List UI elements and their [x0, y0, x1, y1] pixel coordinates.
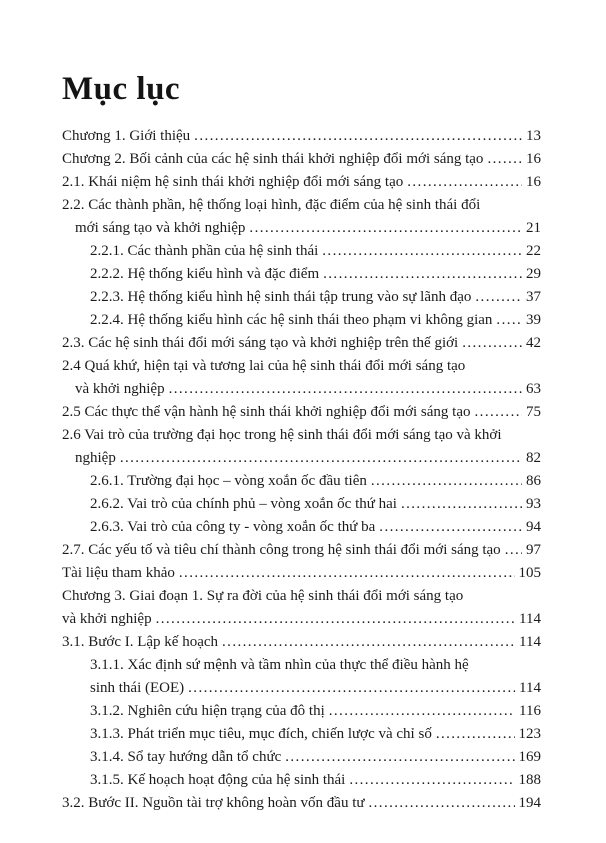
toc-page-number: 82 — [526, 450, 541, 466]
dot-leader — [169, 378, 522, 401]
dot-leader — [188, 677, 515, 700]
toc-entry-2-2-line1 — [62, 194, 541, 217]
toc-entry-text: 2.1. Khái niệm hệ sinh thái khởi nghiệp đổi mới sáng tạo — [62, 174, 404, 190]
toc-entry-text: 2.5 Các thực thể vận hành hệ sinh thái khởi nghiệp đổi mới sáng tạo — [62, 404, 471, 420]
toc-entry-2-4-line1 — [62, 355, 541, 378]
dot-leader — [487, 148, 522, 171]
dot-leader — [329, 700, 515, 723]
toc-entry-2-5 — [62, 401, 541, 424]
toc-page-number: 116 — [519, 703, 541, 719]
toc-entry-3-1 — [62, 631, 541, 654]
toc-entry-text: mới sáng tạo và khởi nghiệp — [75, 220, 246, 236]
toc-page-number: 22 — [526, 243, 541, 259]
toc-entry-chapter-1 — [62, 125, 541, 148]
toc-page-number: 29 — [526, 266, 541, 282]
toc-entry-2-4-line2 — [62, 378, 541, 401]
toc-page-number: 114 — [519, 634, 541, 650]
dot-leader — [462, 332, 522, 355]
dot-leader — [322, 240, 522, 263]
toc-entry-2-2-2 — [62, 263, 541, 286]
toc-page-number: 13 — [526, 128, 541, 144]
toc-entry-2-3 — [62, 332, 541, 355]
toc-entry-text: 3.1.4. Sổ tay hướng dẫn tổ chức — [90, 749, 282, 765]
toc-entry-2-2-1 — [62, 240, 541, 263]
toc-entry-chapter-3-line2 — [62, 608, 541, 631]
toc-page-number: 16 — [526, 174, 541, 190]
toc-page-number: 114 — [519, 680, 541, 696]
toc-entry-2-6-2 — [62, 493, 541, 516]
toc-page-number: 16 — [526, 151, 541, 167]
toc-entry-text: 3.2. Bước II. Nguồn tài trợ không hoàn vốn đầu tư — [62, 795, 365, 811]
dot-leader — [496, 309, 522, 332]
toc-entry-text: 2.6.2. Vai trò của chính phủ – vòng xoắn ốc thứ hai — [90, 496, 397, 512]
page-title: Mục lục — [62, 71, 181, 107]
toc-entry-text: 2.4 Quá khứ, hiện tại và tương lai của hệ sinh thái đổi mới sáng tạo — [62, 358, 466, 374]
toc-entry-text: sinh thái (EOE) — [90, 680, 185, 696]
toc-entry-3-1-3 — [62, 723, 541, 746]
toc-entry-2-2-4 — [62, 309, 541, 332]
toc-entry-3-1-1-line1 — [62, 654, 541, 677]
toc-page-number: 93 — [526, 496, 541, 512]
toc-page-number: 114 — [519, 611, 541, 627]
toc-entry-text: nghiệp — [75, 450, 116, 466]
toc-entry-text: 3.1.1. Xác định sứ mệnh và tầm nhìn của thực thể điều hành hệ — [90, 657, 469, 673]
toc-page-number: 94 — [526, 519, 541, 535]
toc-entry-2-6-1 — [62, 470, 541, 493]
dot-leader — [120, 447, 522, 470]
toc-entry-3-1-1-line2 — [62, 677, 541, 700]
toc-entry-text: 2.3. Các hệ sinh thái đổi mới sáng tạo và khởi nghiệp trên thế giới — [62, 335, 459, 351]
toc-entry-text: 2.6.1. Trường đại học – vòng xoắn ốc đầu tiên — [90, 473, 367, 489]
toc-entry-chapter-3-line1 — [62, 585, 541, 608]
dot-leader — [407, 171, 522, 194]
toc-entry-text: 3.1.2. Nghiên cứu hiện trạng của đô thị — [90, 703, 325, 719]
toc-page-number: 188 — [518, 772, 541, 788]
toc-entry-text: 3.1.3. Phát triển mục tiêu, mục đích, chiến lược và chỉ số — [90, 726, 432, 742]
toc-entry-text: và khởi nghiệp — [62, 611, 152, 627]
toc-entry-3-1-2 — [62, 700, 541, 723]
toc-entry-text: 2.6.3. Vai trò của công ty - vòng xoắn ốc thứ ba — [90, 519, 376, 535]
dot-leader — [179, 562, 515, 585]
toc-page-number: 169 — [518, 749, 541, 765]
dot-leader — [475, 401, 522, 424]
toc-page-number: 42 — [526, 335, 541, 351]
dot-leader — [379, 516, 522, 539]
toc-entry-text: Chương 1. Giới thiệu — [62, 128, 191, 144]
toc-entry-text: 2.7. Các yếu tố và tiêu chí thành công trong hệ sinh thái đổi mới sáng tạo — [62, 542, 501, 558]
dot-leader — [222, 631, 515, 654]
toc-page-number: 21 — [526, 220, 541, 236]
toc-entry-references — [62, 562, 541, 585]
toc-entry-text: 2.2.4. Hệ thống kiểu hình các hệ sinh thái theo phạm vi không gian — [90, 312, 493, 328]
dot-leader — [505, 539, 522, 562]
toc-page-number: 194 — [518, 795, 541, 811]
dot-leader — [369, 792, 515, 815]
toc-page-number: 39 — [526, 312, 541, 328]
toc-entry-text: 3.1.5. Kế hoạch hoạt động của hệ sinh thái — [90, 772, 346, 788]
toc-entry-text: 2.2.2. Hệ thống kiểu hình và đặc điểm — [90, 266, 320, 282]
toc-entry-3-1-5 — [62, 769, 541, 792]
dot-leader — [194, 125, 522, 148]
toc-entry-text: 3.1. Bước I. Lập kế hoạch — [62, 634, 219, 650]
toc-entry-text: Chương 2. Bối cảnh của các hệ sinh thái khởi nghiệp đổi mới sáng tạo — [62, 151, 484, 167]
toc-page-number: 123 — [518, 726, 541, 742]
toc-page-number: 63 — [526, 381, 541, 397]
toc-entry-2-2-line2 — [62, 217, 541, 240]
toc-entry-text: 2.2. Các thành phần, hệ thống loại hình, đặc điểm của hệ sinh thái đổi — [62, 197, 481, 213]
toc-entry-2-7 — [62, 539, 541, 562]
dot-leader — [285, 746, 514, 769]
toc-page-number: 75 — [526, 404, 541, 420]
toc-entry-2-1 — [62, 171, 541, 194]
dot-leader — [401, 493, 522, 516]
dot-leader — [436, 723, 515, 746]
toc-entry-2-6-3 — [62, 516, 541, 539]
toc-page-number: 97 — [526, 542, 541, 558]
dot-leader — [371, 470, 522, 493]
toc-entry-text: 2.2.1. Các thành phần của hệ sinh thái — [90, 243, 319, 259]
toc-entry-text: Chương 3. Giai đoạn 1. Sự ra đời của hệ sinh thái đổi mới sáng tạo — [62, 588, 464, 604]
dot-leader — [323, 263, 522, 286]
toc-entry-text: Tài liệu tham khảo — [62, 565, 175, 581]
toc-entry-3-1-4 — [62, 746, 541, 769]
toc-page-number: 86 — [526, 473, 541, 489]
toc-entry-chapter-2 — [62, 148, 541, 171]
toc-entry-2-2-3 — [62, 286, 541, 309]
toc-entry-2-6-line2 — [62, 447, 541, 470]
table-of-contents — [62, 125, 541, 815]
toc-entry-text: 2.2.3. Hệ thống kiểu hình hệ sinh thái tập trung vào sự lãnh đạo — [90, 289, 472, 305]
toc-page-number: 105 — [518, 565, 541, 581]
toc-entry-text: 2.6 Vai trò của trường đại học trong hệ sinh thái đổi mới sáng tạo và khởi — [62, 427, 502, 443]
toc-entry-2-6-line1 — [62, 424, 541, 447]
toc-page-number: 37 — [526, 289, 541, 305]
toc-entry-3-2 — [62, 792, 541, 815]
toc-entry-text: và khởi nghiệp — [75, 381, 165, 397]
dot-leader — [249, 217, 522, 240]
dot-leader — [156, 608, 515, 631]
dot-leader — [349, 769, 514, 792]
dot-leader — [475, 286, 522, 309]
